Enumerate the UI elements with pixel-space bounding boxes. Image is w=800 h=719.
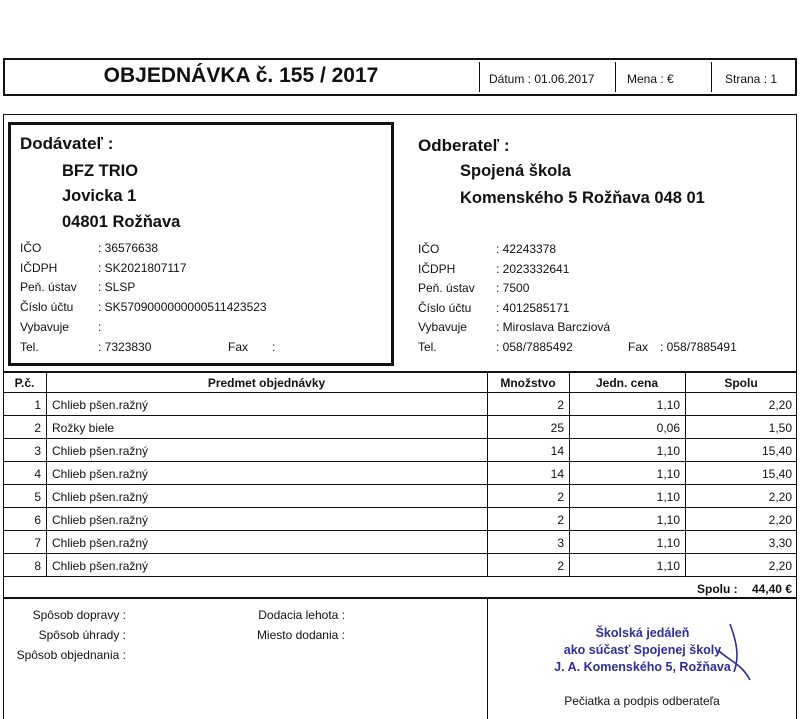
row-total: 2,20	[768, 490, 792, 504]
customer-tel-value: : 058/7885492	[496, 340, 573, 354]
date-field	[489, 72, 594, 86]
customer-heading: Odberateľ :	[418, 136, 510, 155]
supplier-tel-label: Tel.	[20, 340, 39, 354]
row-total: 2,20	[768, 559, 792, 573]
column-header-qty: Množstvo	[500, 376, 556, 390]
column-header-item: Predmet objednávky	[207, 376, 326, 390]
row-qty: 2	[557, 398, 564, 412]
customer-field-label: Číslo účtu	[418, 301, 472, 315]
currency-label: Mena :	[627, 72, 664, 86]
delivery-time-label: Dodacia lehota :	[258, 608, 345, 622]
transport-label: Spôsob dopravy :	[32, 608, 126, 622]
signature-label: Pečiatka a podpis odberateľa	[564, 694, 720, 708]
column-header-total: Spolu	[724, 376, 758, 390]
customer-fax-value: : 058/7885491	[660, 340, 737, 354]
supplier-tel-value: : 7323830	[98, 340, 152, 354]
customer-field-value: : 7500	[496, 281, 530, 295]
page-value: 1	[770, 72, 778, 86]
customer-field-label: IČDPH	[418, 262, 456, 276]
row-total: 3,30	[768, 536, 792, 550]
row-item: Chlieb pšen.ražný	[52, 490, 149, 504]
sum-value: 44,40 €	[751, 582, 792, 596]
row-divider	[3, 530, 797, 531]
row-divider	[3, 484, 797, 485]
row-total: 2,20	[768, 398, 792, 412]
payment-label: Spôsob úhrady :	[38, 628, 126, 642]
row-divider	[3, 507, 797, 508]
page-field	[725, 72, 777, 86]
customer-field-label: Vybavuje	[418, 320, 467, 334]
footer-divider	[3, 598, 797, 599]
row-item: Chlieb pšen.ražný	[52, 398, 149, 412]
customer-field-value: : 2023332641	[496, 262, 570, 276]
row-number: 8	[34, 559, 41, 573]
currency-field	[627, 72, 674, 86]
customer-field-label: IČO	[418, 242, 440, 256]
row-price: 1,10	[656, 490, 680, 504]
row-number: 5	[34, 490, 41, 504]
customer-address: Komenského 5 Rožňava 048 01	[460, 189, 705, 207]
row-number: 7	[34, 536, 41, 550]
row-number: 3	[34, 444, 41, 458]
supplier-field-label: Vybavuje	[20, 320, 69, 334]
row-item: Chlieb pšen.ražný	[52, 559, 149, 573]
row-qty: 2	[557, 513, 564, 527]
supplier-name: BFZ TRIO	[62, 162, 139, 180]
sum-label: Spolu :	[697, 582, 738, 596]
row-divider	[3, 438, 797, 439]
row-divider	[3, 576, 797, 577]
supplier-fax-label: Fax	[228, 340, 249, 354]
row-qty: 2	[557, 490, 564, 504]
row-price: 1,10	[656, 536, 680, 550]
customer-field-value: : Miroslava Barcziová	[496, 320, 611, 334]
customer-name: Spojená škola	[460, 162, 571, 180]
customer-field-value: : 42243378	[496, 242, 557, 256]
stamp-line: J. A. Komenského 5, Rožňava	[554, 660, 731, 674]
customer-field-value: : 4012585171	[496, 301, 570, 315]
row-total: 15,40	[761, 467, 792, 481]
row-qty: 25	[550, 421, 564, 435]
delivery-place-label: Miesto dodania :	[256, 628, 345, 642]
row-item: Chlieb pšen.ražný	[52, 513, 149, 527]
row-price: 1,10	[656, 444, 680, 458]
column-header-no: P.č.	[14, 376, 35, 390]
row-divider	[3, 461, 797, 462]
row-price: 0,06	[656, 421, 680, 435]
row-number: 1	[34, 398, 41, 412]
row-qty: 2	[557, 559, 564, 573]
header-divider	[615, 62, 616, 92]
row-qty: 14	[550, 444, 564, 458]
supplier-field-value: : SK5709000000000511423523	[98, 300, 267, 314]
row-item: Chlieb pšen.ražný	[52, 467, 149, 481]
row-number: 4	[34, 467, 41, 481]
supplier-field-label: IČDPH	[20, 261, 58, 275]
customer-tel-label: Tel.	[418, 340, 437, 354]
customer-fax-label: Fax	[628, 340, 649, 354]
column-divider	[46, 372, 47, 576]
signature-mark	[700, 620, 760, 690]
header-divider	[711, 62, 712, 92]
page-label: Strana :	[725, 72, 768, 86]
stamp-line: Školská jedáleň	[595, 626, 690, 640]
row-divider	[3, 415, 797, 416]
customer-field-label: Peň. ústav	[418, 281, 475, 295]
row-number: 6	[34, 513, 41, 527]
supplier-street: Jovicka 1	[62, 187, 137, 205]
row-total: 1,50	[768, 421, 792, 435]
row-divider	[3, 553, 797, 554]
row-total: 15,40	[761, 444, 792, 458]
row-qty: 14	[550, 467, 564, 481]
date-value: 01.06.2017	[534, 72, 595, 86]
supplier-field-value: : 36576638	[98, 241, 159, 255]
currency-value: €	[667, 72, 674, 86]
header-divider	[479, 62, 480, 92]
supplier-field-value: : SLSP	[98, 280, 136, 294]
row-price: 1,10	[656, 559, 680, 573]
stamp-line: ako súčasť Spojenej školy	[563, 643, 722, 657]
row-price: 1,10	[656, 398, 680, 412]
date-label: Dátum :	[489, 72, 532, 86]
row-item: Chlieb pšen.ražný	[52, 444, 149, 458]
row-price: 1,10	[656, 467, 680, 481]
document-title: OBJEDNÁVKA č. 155 / 2017	[103, 64, 379, 87]
supplier-field-value: : SK2021807117	[98, 261, 187, 275]
row-item: Rožky biele	[52, 421, 115, 435]
supplier-heading: Dodávateľ :	[20, 134, 114, 153]
supplier-city: 04801 Rožňava	[62, 213, 181, 231]
supplier-field-label: Peň. ústav	[20, 280, 77, 294]
order-method-label: Spôsob objednania :	[16, 648, 126, 662]
column-header-price: Jedn. cena	[595, 376, 659, 390]
supplier-field-label: Číslo účtu	[20, 300, 74, 314]
row-item: Chlieb pšen.ražný	[52, 536, 149, 550]
row-total: 2,20	[768, 513, 792, 527]
row-qty: 3	[557, 536, 564, 550]
supplier-field-value: :	[98, 320, 102, 334]
row-price: 1,10	[656, 513, 680, 527]
supplier-fax-value: :	[272, 340, 276, 354]
row-number: 2	[34, 421, 41, 435]
row-divider	[3, 392, 797, 393]
supplier-field-label: IČO	[20, 241, 42, 255]
